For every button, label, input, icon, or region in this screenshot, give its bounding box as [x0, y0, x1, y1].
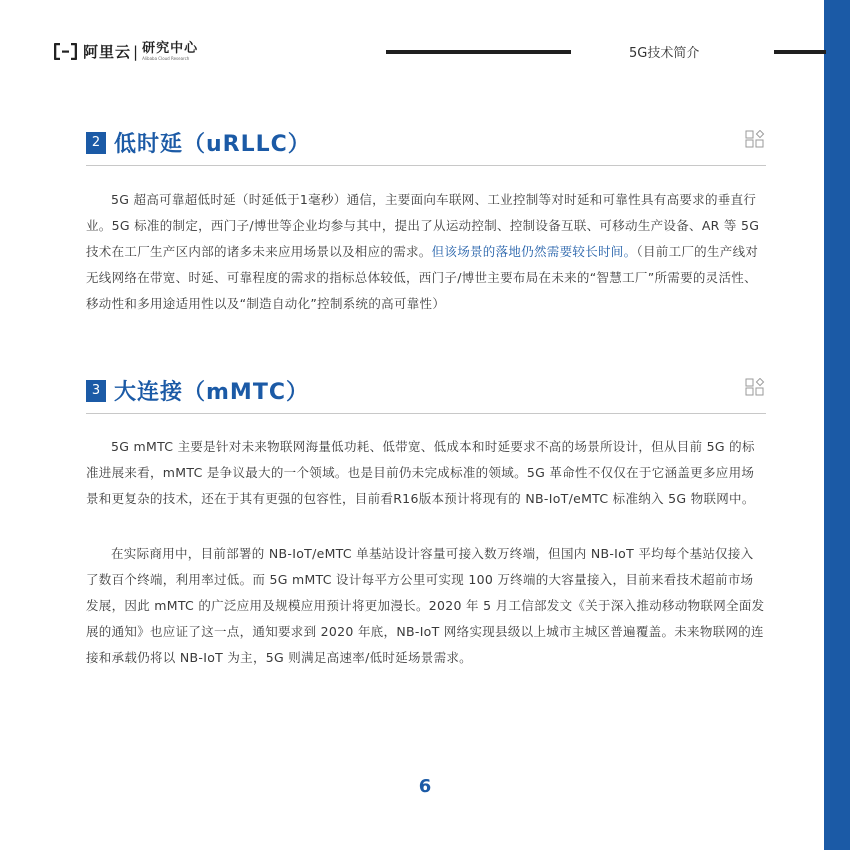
paragraph-text: 5G 超高可靠超低时延（时延低于1毫秒）通信，主要面向车联网、工业控制等对时延和可靠性具有高要求的垂直行业。5G 标准的制定，西门子/博世等企业均参与其中，提出了从运动控制、控制设备互联、可移动生产设备、AR 等 5G 技术在工厂生产区内部的诸多未来应用场景以及相应的需求。	[86, 192, 760, 259]
brand-name: 阿里云	[83, 43, 132, 61]
section-paragraph	[86, 187, 766, 317]
logo	[54, 41, 198, 62]
section-number: 3	[86, 380, 106, 402]
paragraph-text: （目前工厂的生产线对无线网络在带宽、时延、可靠程度的需求的指标总体较低，西门子/博世主要布局在未来的“智慧工厂”所需要的灵活性、移动性和多用途适用性以及“制造自动化”控制系统的高可靠性）	[86, 244, 759, 311]
section-heading	[86, 375, 309, 406]
document-title: 5G技术简介	[629, 46, 700, 61]
section-title: 大连接（mMTC）	[114, 380, 309, 405]
section-divider	[86, 165, 766, 166]
side-accent-bar	[824, 0, 850, 850]
section-divider	[86, 413, 766, 414]
section-paragraph: 在实际商用中，目前部署的 NB-IoT/eMTC 单基站设计容量可接入数万终端，但国内 NB-IoT 平均每个基站仅接入了数百个终端，利用率过低。而 5G mMTC 设计每平方公里可实现 100 万终端的大容量接入，目前来看技术超前市场发展，因此 mMTC 的广泛应用及规模应用预计将更加漫长。2020 年 5 月工信部发文《关于深入推动移动物联网全面发展的通知》也应证了这一点，通知要求到 2020 年底，NB-IoT 网络实现县级以上城市主城区普遍覆盖。未来物联网的连接和承载仍将以 NB-IoT 为主，5G 则满足高速率/低时延场景需求。	[86, 546, 765, 665]
department-name: 研究中心	[142, 40, 199, 56]
header-rule-right	[774, 50, 826, 54]
brand-separator: |	[133, 42, 139, 61]
highlight-text: 但该场景的落地仍然需要较长时间。	[431, 244, 637, 259]
grid-diamond-icon	[745, 378, 765, 398]
header-rule-left	[386, 50, 571, 54]
grid-diamond-icon	[745, 130, 765, 150]
department-name-en: Alibaba Cloud Research	[142, 55, 190, 61]
section-paragraph: 5G mMTC 主要是针对未来物联网海量低功耗、低带宽、低成本和时延要求不高的场景所设计，但从目前 5G 的标准进展来看，mMTC 是争议最大的一个领域。也是目前仍未完成标准的领域。5G 革命性不仅仅在于它涵盖更多应用场景和更复杂的技术，还在于其有更强的包容性，目前看R16版本预计将现有的 NB-IoT/eMTC 标准纳入 5G 物联网中。	[86, 439, 755, 506]
section-heading	[86, 127, 311, 158]
page-number: 6	[418, 776, 432, 797]
section-number: 2	[86, 132, 106, 154]
aliyun-logo-icon	[54, 43, 77, 60]
section-title: 低时延（uRLLC）	[114, 132, 311, 157]
